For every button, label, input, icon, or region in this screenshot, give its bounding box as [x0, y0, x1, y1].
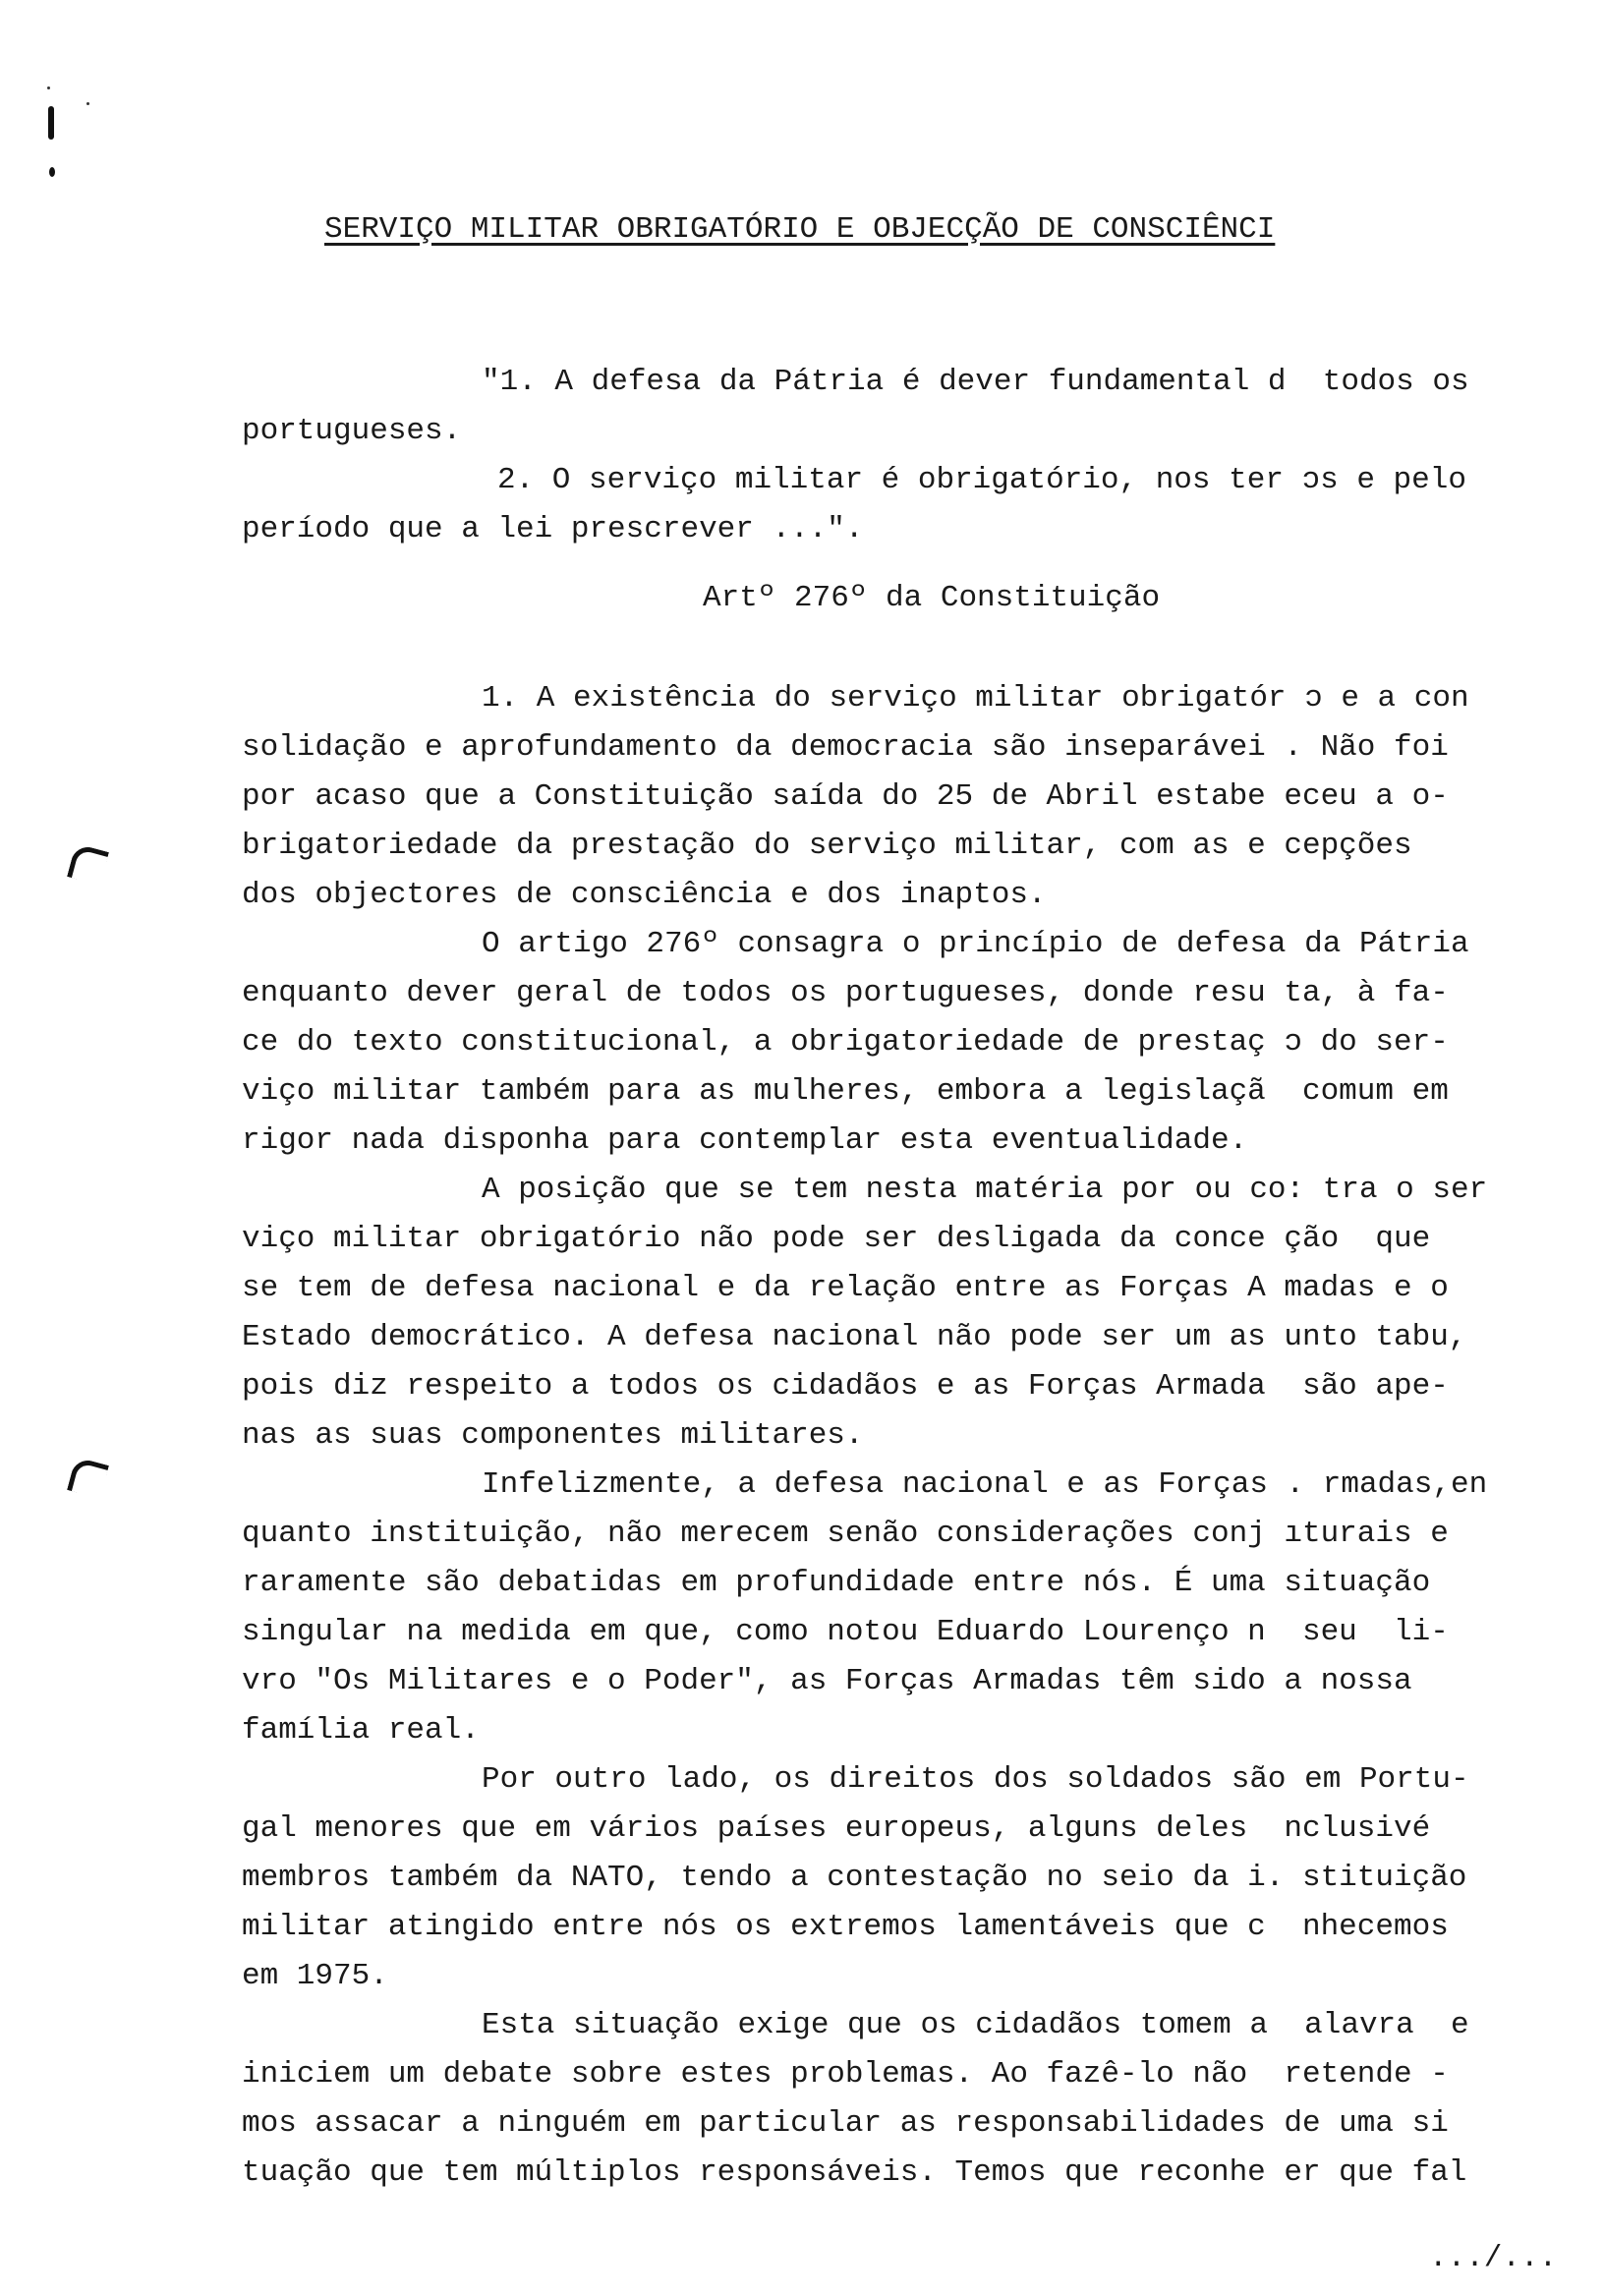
body-line: se tem de defesa nacional e da relação entre as Forças A madas e o	[242, 1271, 1449, 1305]
body-line: viço militar também para as mulheres, embora a legislaçã comum em	[242, 1074, 1449, 1109]
body-line: viço militar obrigatório não pode ser desligada da conce ção que	[242, 1222, 1431, 1256]
body-line: vro "Os Militares e o Poder", as Forças Armadas têm sido a nossa	[242, 1664, 1412, 1698]
quote-line: portugueses.	[242, 414, 462, 448]
body-line: por acaso que a Constituição saída do 25 de Abril estabe eceu a o-	[242, 779, 1449, 814]
quote-line: "1. A defesa da Pátria é dever fundamental d todos os	[482, 365, 1469, 399]
quote-line: período que a lei prescrever ...".	[242, 512, 864, 546]
body-line: gal menores que em vários países europeus, alguns deles nclusivé	[242, 1811, 1431, 1846]
body-line: enquanto dever geral de todos os portugueses, donde resu ta, à fa-	[242, 976, 1449, 1010]
body-line: família real.	[242, 1713, 480, 1748]
scan-speck	[86, 102, 89, 105]
body-line: ce do texto constitucional, a obrigatoriedade de prestaç ɔ do ser-	[242, 1025, 1449, 1060]
body-line: tuação que tem múltiplos responsáveis. Temos que reconhe er que fal	[242, 2155, 1467, 2190]
body-line: dos objectores de consciência e dos inaptos.	[242, 878, 1047, 912]
body-line: militar atingido entre nós os extremos lamentáveis que c nhecemos	[242, 1910, 1449, 1944]
document-title: SERVIÇO MILITAR OBRIGATÓRIO E OBJECÇÃO DE CONSCIÊNCI	[324, 212, 1276, 247]
body-line: nas as suas componentes militares.	[242, 1418, 864, 1453]
body-line: Por outro lado, os direitos dos soldados são em Portu-	[482, 1762, 1469, 1797]
body-line: solidação e aprofundamento da democracia são inseparávei . Não foi	[242, 730, 1449, 765]
body-line: raramente são debatidas em profundidade entre nós. É uma situação	[242, 1566, 1431, 1600]
body-line: iniciem um debate sobre estes problemas. Ao fazê-lo não retende -	[242, 2057, 1449, 2092]
quote-citation: Artº 276º da Constituição	[703, 581, 1161, 615]
body-line: Estado democrático. A defesa nacional não pode ser um as unto tabu,	[242, 1320, 1467, 1354]
binder-hole-mark	[49, 167, 55, 177]
body-line: O artigo 276º consagra o princípio de defesa da Pátria	[482, 927, 1469, 961]
body-line: 1. A existência do serviço militar obrigatór ɔ e a con	[482, 681, 1469, 716]
punch-hole-arc	[67, 1457, 109, 1499]
body-line: A posição que se tem nesta matéria por ou co: tra o ser	[482, 1173, 1488, 1207]
body-line: rigor nada disponha para contemplar esta eventualidade.	[242, 1123, 1248, 1158]
body-line: membros também da NATO, tendo a contestação no seio da i. stituição	[242, 1861, 1467, 1895]
body-line: mos assacar a ninguém em particular as responsabilidades de uma si	[242, 2106, 1449, 2141]
punch-hole-arc	[67, 843, 109, 886]
body-line: em 1975.	[242, 1959, 388, 1993]
body-line: Esta situação exige que os cidadãos tomem a alavra e	[482, 2008, 1469, 2042]
quote-line: 2. O serviço militar é obrigatório, nos ter ɔs e pelo	[497, 463, 1466, 497]
binder-hole-mark	[48, 106, 54, 140]
body-line: quanto instituição, não merecem senão considerações conj ıturais e	[242, 1517, 1449, 1551]
scan-speck	[47, 86, 50, 89]
body-line: pois diz respeito a todos os cidadãos e as Forças Armada são ape-	[242, 1369, 1449, 1404]
body-line: singular na medida em que, como notou Eduardo Lourenço n seu li-	[242, 1615, 1449, 1649]
continuation-marker: .../...	[1429, 2241, 1558, 2275]
body-line: brigatoriedade da prestação do serviço militar, com as e cepções	[242, 829, 1412, 863]
body-line: Infelizmente, a defesa nacional e as Forças . rmadas,en	[482, 1467, 1488, 1502]
